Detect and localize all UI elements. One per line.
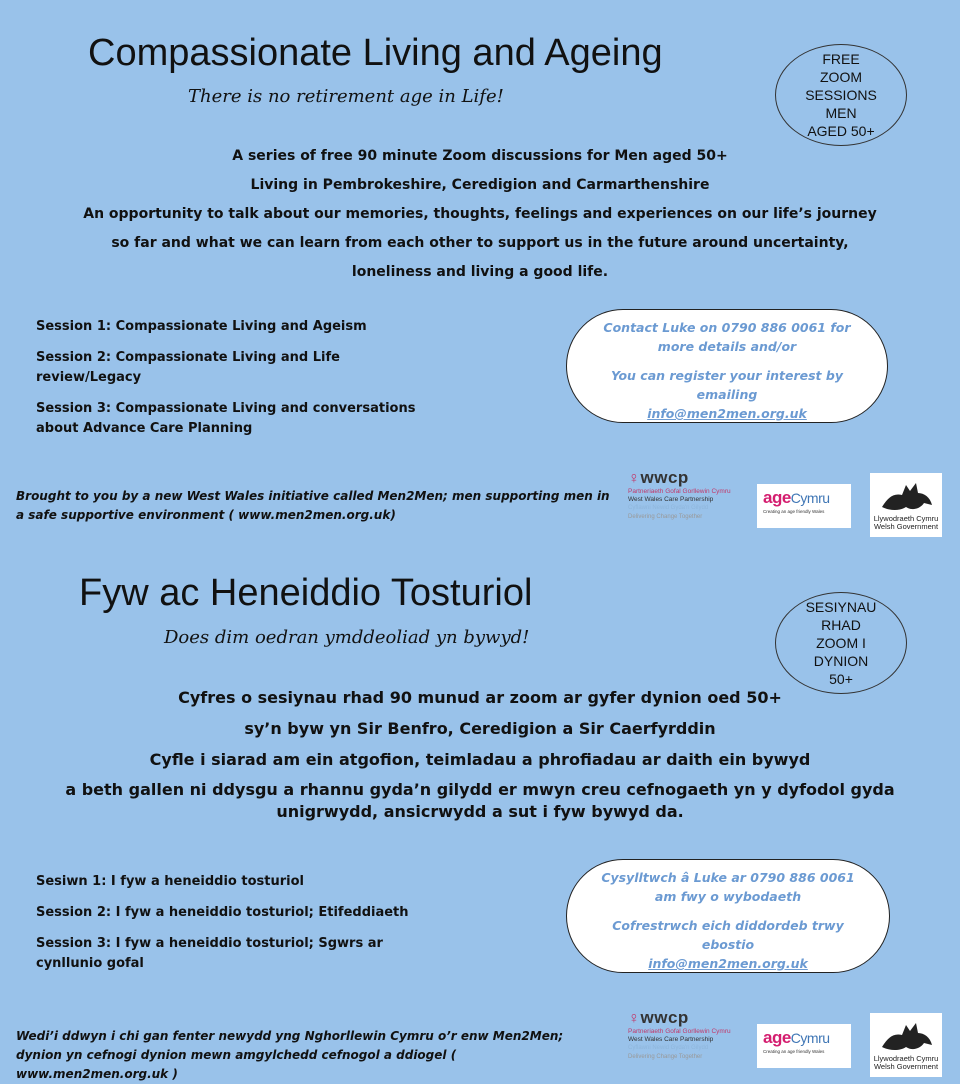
gov-line: Llywodraeth Cymru [873, 514, 939, 523]
badge-line: ZOOM [820, 69, 862, 85]
age-cymru-logo [757, 484, 851, 528]
gov-line: Welsh Government [873, 522, 939, 531]
wwcp-line: Partneriaeth Gofal Gorllewin Cymru [628, 488, 731, 495]
english-sessions [36, 317, 416, 450]
intro-line: loneliness and living a good life. [351, 264, 609, 280]
intro-line: sy’n byw yn Sir Benfro, Ceredigion a Sir Caerfyrddin [244, 719, 716, 738]
email-link[interactable]: info@men2men.org.uk [648, 956, 808, 971]
badge-line: SESIYNAU [805, 599, 877, 615]
badge-line: MEN [825, 105, 857, 121]
intro-line: Cyfle i siarad am ein atgofion, teimladau a phrofiadau ar daith ein bywyd [149, 750, 811, 769]
age-cymru-logo [757, 1024, 851, 1068]
dragon-icon [876, 1015, 936, 1055]
wwcp-line: Cyflawni Newid Gyda'n Gilydd [628, 505, 709, 511]
wwcp-line: West Wales Care Partnership [628, 496, 714, 503]
badge-line: RHAD [821, 617, 861, 633]
wwcp-line: West Wales Care Partnership [628, 1036, 714, 1043]
gov-line: Llywodraeth Cymru [873, 1054, 939, 1063]
english-footer: Brought to you by a new West Wales initiative called Men2Men; men supporting men in a safe supportive environment ( www.men2men.org.uk) [16, 489, 610, 522]
wwcp-line: Delivering Change Together [628, 514, 703, 520]
session-item: Sesiwn 1: I fyw a heneiddio tosturiol [36, 874, 304, 889]
dragon-icon [876, 475, 936, 515]
wwcp-figure-icon: ♀ [628, 1010, 641, 1027]
welsh-gov-logo [870, 1013, 942, 1077]
welsh-title: Fyw ac Heneiddio Tosturiol [79, 572, 533, 614]
english-badge [775, 44, 907, 146]
english-contact-box [566, 309, 888, 423]
intro-line: unigrwydd, ansicrwydd a sut i fyw bywyd da. [276, 802, 684, 821]
wwcp-logo [628, 468, 746, 530]
wwcp-brand: wwcp [640, 468, 689, 487]
session-item: Session 3: I fyw a heneiddio tosturiol; Sgwrs ar cynllunio gofal [36, 936, 383, 971]
intro-line: An opportunity to talk about our memories, thoughts, feelings and experiences on our life’s journey [83, 206, 877, 222]
wwcp-figure-icon: ♀ [628, 470, 641, 487]
intro-line: a beth gallen ni ddysgu a rhannu gyda’n gilydd er mwyn creu cefnogaeth yn y dyfodol gyda [65, 780, 895, 799]
contact-text: Cysylltwch â Luke ar 0790 886 0061 am fwy o wybodaeth [601, 870, 855, 904]
cymru-word: Cymru [790, 490, 830, 506]
session-item: Session 2: I fyw a heneiddio tosturiol; Etifeddiaeth [36, 905, 409, 920]
wwcp-line: Delivering Change Together [628, 1054, 703, 1060]
age-word: age [763, 488, 791, 507]
session-item: Session 1: Compassionate Living and Ageism [36, 319, 367, 334]
intro-line: A series of free 90 minute Zoom discussions for Men aged 50+ [232, 148, 728, 164]
wwcp-brand: wwcp [640, 1008, 689, 1027]
contact-text: You can register your interest by emailing [611, 368, 843, 402]
badge-line: 50+ [829, 671, 853, 687]
badge-line: AGED 50+ [807, 123, 875, 139]
badge-line: ZOOM I [816, 635, 866, 651]
english-tagline: There is no retirement age in Life! [188, 86, 504, 107]
age-tagline: Creating an age friendly Wales [763, 1049, 825, 1054]
welsh-badge [775, 592, 907, 694]
cymru-word: Cymru [790, 1030, 830, 1046]
contact-text: Contact Luke on 0790 886 0061 for more details and/or [603, 320, 851, 354]
welsh-gov-logo [870, 473, 942, 537]
badge-line: DYNION [813, 653, 869, 669]
intro-line: Cyfres o sesiynau rhad 90 munud ar zoom ar gyfer dynion oed 50+ [178, 688, 782, 707]
email-link[interactable]: info@men2men.org.uk [647, 406, 807, 421]
welsh-contact-box [566, 859, 890, 973]
welsh-footer: Wedi’i ddwyn i chi gan fenter newydd yng Nghorllewin Cymru o’r enw Men2Men; dynion yn cefnogi dynion mewn amgylchedd cefnogol a ddiogel ( www.men2men.org.uk ) [16, 1029, 564, 1081]
contact-text: Cofrestrwch eich diddordeb trwy ebostio [612, 918, 844, 952]
wwcp-line: Partneriaeth Gofal Gorllewin Cymru [628, 1028, 731, 1035]
english-intro [0, 142, 960, 287]
session-item: Session 3: Compassionate Living and conversations about Advance Care Planning [36, 401, 416, 436]
wwcp-logo [628, 1008, 746, 1070]
welsh-sessions [36, 872, 426, 985]
badge-line: FREE [822, 51, 860, 67]
wwcp-line: Cyflawni Newid Gyda'n Gilydd [628, 1045, 709, 1051]
intro-line: Living in Pembrokeshire, Ceredigion and Carmarthenshire [250, 177, 710, 193]
english-title: Compassionate Living and Ageing [88, 32, 663, 74]
age-tagline: Creating an age friendly Wales [763, 509, 825, 514]
session-item: Session 2: Compassionate Living and Life review/Legacy [36, 350, 340, 385]
badge-line: SESSIONS [805, 87, 877, 103]
welsh-tagline: Does dim oedran ymddeoliad yn bywyd! [164, 627, 530, 648]
intro-line: so far and what we can learn from each other to support us in the future around uncertainty, [111, 235, 849, 251]
age-word: age [763, 1028, 791, 1047]
welsh-intro [0, 682, 960, 823]
gov-line: Welsh Government [873, 1062, 939, 1071]
